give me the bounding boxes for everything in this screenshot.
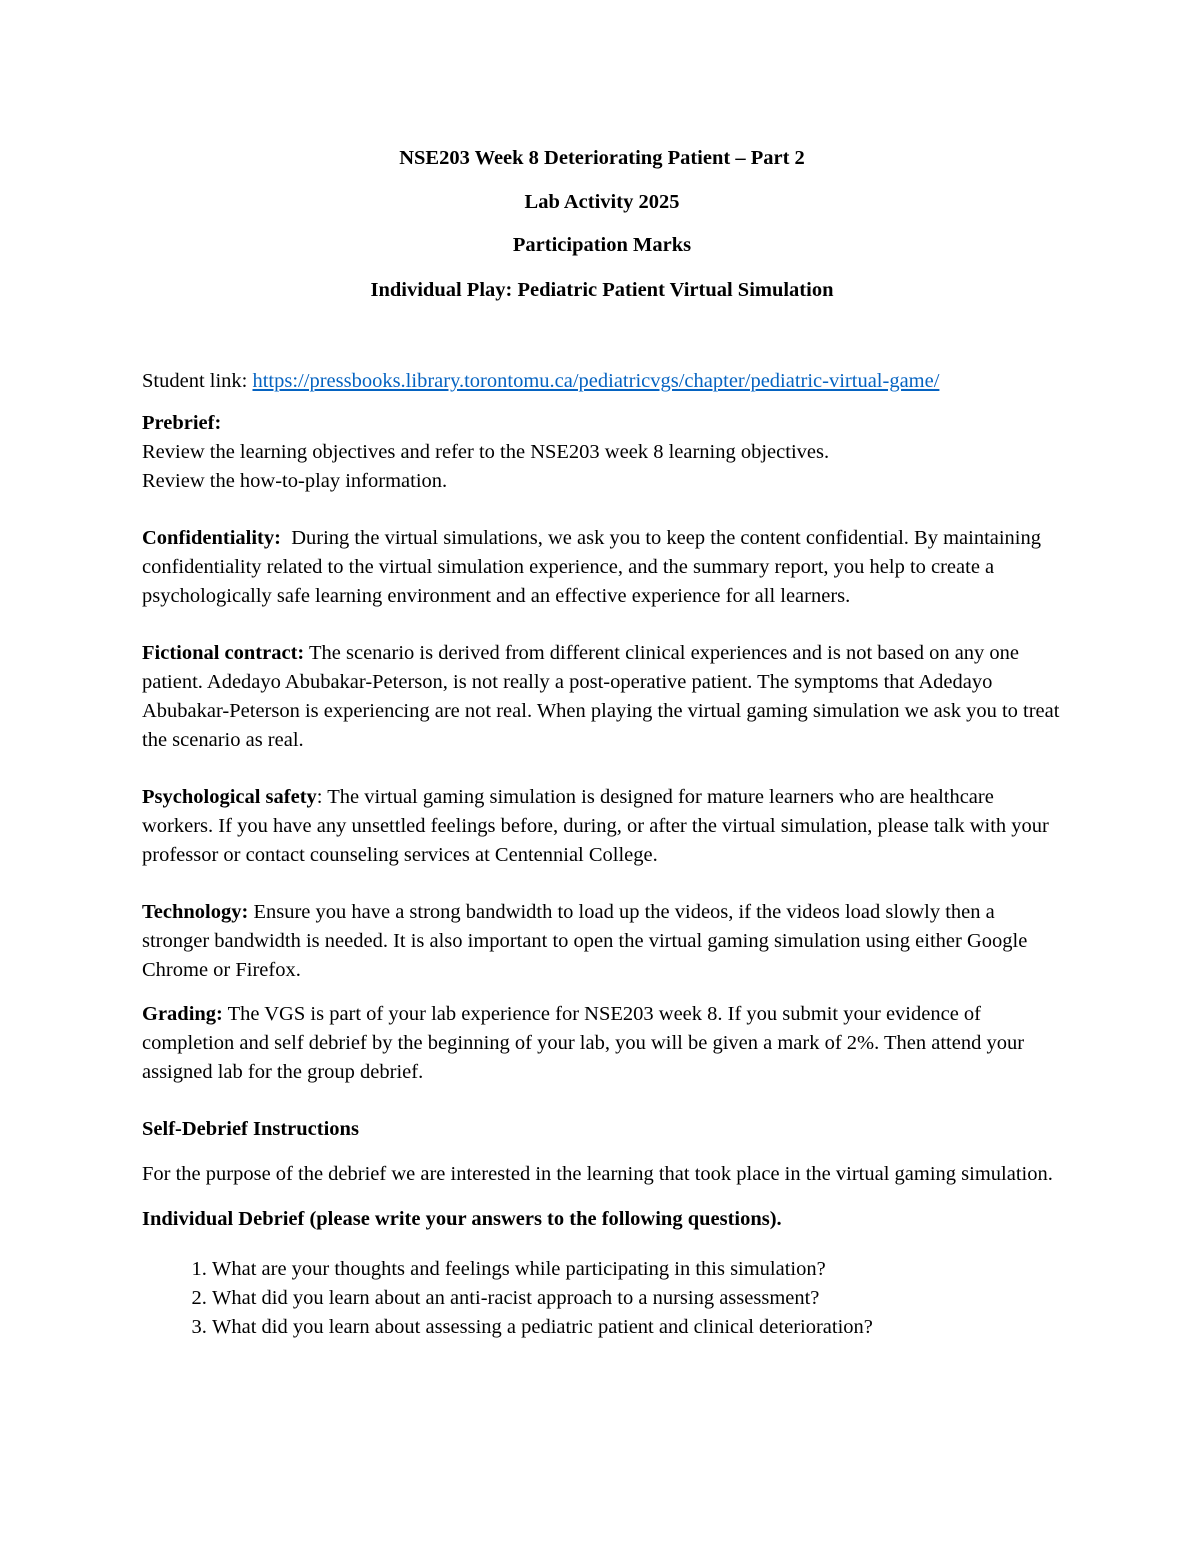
student-link-label: Student link: — [142, 370, 253, 392]
psychological-safety-heading: Psychological safety — [142, 786, 317, 808]
confidentiality-heading: Confidentiality: — [142, 527, 281, 549]
technology-section — [142, 898, 1062, 985]
fictional-contract-section — [142, 639, 1062, 755]
debrief-question: 2. What did you learn about an anti-racist approach to a nursing assessment? — [212, 1284, 1062, 1313]
confidentiality-text: During the virtual simulations, we ask you to keep the content confidential. By maintaining confidentiality related to the virtual simulation experience, and the summary report, you help to create a psychologically safe learning environment and an effective experience for all learners. — [142, 527, 1047, 607]
confidentiality-section — [142, 524, 1062, 611]
psychological-safety-section — [142, 783, 1062, 870]
technology-text: Ensure you have a strong bandwidth to load up the videos, if the videos load slowly then a stronger bandwidth is needed. It is also important to open the virtual gaming simulation using either Google Chrome or Firefox. — [142, 901, 1028, 981]
self-debrief-text: For the purpose of the debrief we are interested in the learning that took place in the virtual gaming simulation. — [142, 1163, 1053, 1185]
debrief-question: 3. What did you learn about assessing a pediatric patient and clinical deterioration? — [212, 1313, 1062, 1342]
individual-debrief-heading: Individual Debrief (please write your answers to the following questions). — [142, 1208, 782, 1230]
prebrief-section — [142, 409, 1062, 496]
technology-heading: Technology: — [142, 901, 249, 923]
fictional-contract-text: The scenario is derived from different clinical experiences and is not based on any one patient. Adedayo Abubakar-Peterson, is not really a post-operative patient. The symptoms that Adedayo Abubakar-Peterson is experiencing are not real. When playing the virtual gaming simulation we ask you to treat the scenario as real. — [142, 642, 1060, 751]
student-link-line — [142, 367, 1062, 396]
grading-text: The VGS is part of your lab experience for NSE203 week 8. If you submit your evidence of completion and self debrief by the beginning of your lab, you will be given a mark of 2%. Then attend your assigned lab for the group debrief. — [142, 1003, 1025, 1083]
student-link[interactable]: https://pressbooks.library.torontomu.ca/pediatricvgs/chapter/pediatric-virtual-game/ — [252, 370, 940, 392]
grading-section — [142, 1000, 1062, 1087]
doc-title-activity: Lab Activity 2025 — [524, 191, 680, 213]
doc-title-course: NSE203 Week 8 Deteriorating Patient – Part 2 — [399, 147, 805, 169]
fictional-contract-heading: Fictional contract: — [142, 642, 305, 664]
psychological-safety-text: : The virtual gaming simulation is designed for mature learners who are healthcare workers. If you have any unsettled feelings before, during, or after the virtual simulation, please talk with your professor or contact counseling services at Centennial College. — [142, 786, 1049, 866]
prebrief-line-2: Review the how-to-play information. — [142, 470, 448, 492]
doc-title-marks: Participation Marks — [512, 234, 692, 256]
debrief-question: 1. What are your thoughts and feelings while participating in this simulation? — [212, 1255, 1062, 1284]
prebrief-line-1: Review the learning objectives and refer to the NSE203 week 8 learning objectives. — [142, 441, 830, 463]
self-debrief-heading: Self-Debrief Instructions — [142, 1118, 359, 1140]
debrief-question-list — [142, 1255, 1062, 1342]
doc-title-simulation: Individual Play: Pediatric Patient Virtual Simulation — [370, 279, 834, 301]
document-body — [142, 140, 1062, 1342]
grading-heading: Grading: — [142, 1003, 223, 1025]
prebrief-heading: Prebrief: — [142, 412, 222, 434]
